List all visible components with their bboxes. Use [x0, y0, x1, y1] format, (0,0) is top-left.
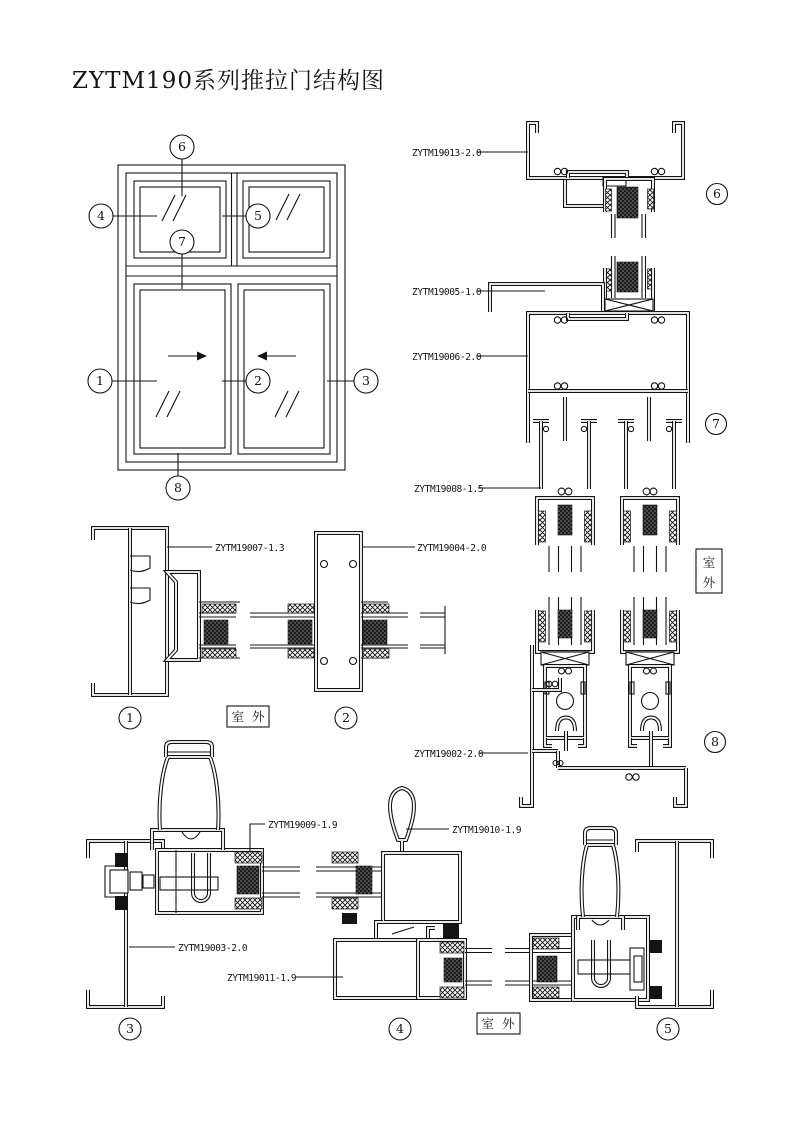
slide-arrow-left	[257, 352, 296, 361]
callout-3-elevation	[354, 369, 378, 393]
outdoor-box-vertical	[696, 549, 722, 593]
svg-text:1: 1	[96, 373, 104, 388]
sash-bottom-right	[622, 610, 678, 767]
glazing-gasket	[363, 649, 389, 658]
gasket-block	[650, 986, 662, 999]
glass-spacer	[537, 956, 557, 982]
part-label-zytm19002: ZYTM19002-2.0	[414, 749, 484, 760]
sliding-sash-right	[238, 284, 330, 454]
glazing-wedge-box	[605, 299, 653, 311]
outdoor-box-middle	[227, 706, 269, 727]
bottom-rail-zytm19011	[335, 940, 418, 998]
glazing-gasket	[288, 604, 314, 613]
door-handle	[152, 742, 223, 850]
callout-7-elevation	[170, 230, 194, 254]
spring-clip	[130, 588, 150, 604]
callout-leaders	[112, 159, 354, 476]
svg-text:8: 8	[174, 480, 182, 495]
glazing-gasket	[235, 898, 262, 909]
part-label-zytm19008: ZYTM19008-1.5	[414, 484, 484, 495]
part-label-zytm19007: ZYTM19007-1.3	[215, 543, 285, 554]
section-1-detail	[93, 528, 315, 729]
gasket-block	[650, 940, 662, 953]
head-frame-profile	[528, 123, 683, 178]
section-8-detail	[414, 610, 726, 806]
glass-spacer	[204, 620, 228, 644]
svg-text:外: 外	[702, 575, 716, 590]
jamb-top-rail	[637, 841, 712, 858]
part-label-zytm19005: ZYTM19005-1.0	[412, 287, 482, 298]
lock-keeper	[110, 870, 128, 893]
callout-7-section	[706, 414, 727, 435]
sash-hanger-profile	[565, 180, 603, 206]
leader-line	[250, 824, 265, 851]
callout-8-elevation	[166, 476, 190, 500]
glazing-gasket	[288, 649, 314, 658]
section-7-detail	[412, 256, 727, 645]
callout-4-elevation	[89, 204, 113, 228]
section-3-detail	[88, 742, 383, 1040]
svg-text:4: 4	[396, 1021, 404, 1036]
gasket-block	[443, 923, 459, 938]
slide-arrow-right	[168, 352, 207, 361]
page-title: ZYTM190系列推拉门结构图	[72, 68, 385, 94]
svg-text:2: 2	[342, 710, 350, 725]
glass-symbols	[156, 194, 300, 417]
callout-5-elevation	[246, 204, 270, 228]
glass-spacer	[617, 262, 638, 292]
glazing-gasket	[440, 942, 464, 953]
part-label-zytm19011: ZYTM19011-1.9	[227, 973, 297, 984]
gasket-block	[342, 913, 357, 924]
callout-3-section	[119, 1018, 141, 1040]
callout-1-section	[119, 707, 141, 729]
glazing-gasket	[606, 189, 612, 211]
lock-keeper	[143, 875, 154, 888]
part-label-zytm19010: ZYTM19010-1.9	[452, 825, 522, 836]
meeting-rail-zytm19010	[383, 853, 460, 922]
callout-6-section	[707, 184, 728, 205]
svg-text:室 外: 室 外	[231, 709, 267, 724]
callout-8-section	[705, 732, 726, 753]
section-6-detail	[412, 123, 728, 238]
interlock-profile-zytm19004	[316, 533, 361, 690]
svg-text:8: 8	[711, 734, 719, 749]
callout-2-elevation	[246, 369, 270, 393]
outdoor-box-bottom	[477, 1013, 520, 1034]
glass-spacer	[363, 620, 387, 644]
glazing-gasket	[235, 852, 262, 863]
sliding-sash-left	[134, 284, 231, 454]
pull-handle	[390, 788, 414, 855]
part-label-zytm19009: ZYTM19009-1.9	[268, 820, 338, 831]
transom-profile-zytm19006	[528, 313, 688, 443]
screw-boss	[554, 317, 664, 389]
step-bracket	[376, 922, 435, 940]
glazing-gasket	[332, 852, 358, 863]
callout-6-elevation	[170, 135, 194, 159]
svg-text:室 外: 室 外	[481, 1016, 517, 1031]
callout-2-section	[335, 707, 357, 729]
callout-4-section	[389, 1018, 411, 1040]
roller-wheel	[642, 693, 659, 710]
glazing-gasket	[533, 987, 559, 998]
elevation-view	[88, 135, 378, 500]
part-label-zytm19013: ZYTM19013-2.0	[412, 148, 482, 159]
glazing-gasket	[363, 604, 389, 613]
section-2-detail	[316, 533, 487, 729]
sliding-sash-left-glass	[140, 290, 225, 448]
svg-text:室: 室	[702, 555, 716, 570]
glazing-wedge-box	[626, 652, 674, 665]
glazing-gasket	[440, 987, 464, 998]
glazing-gasket	[533, 938, 559, 949]
svg-text:6: 6	[713, 186, 721, 201]
svg-text:5: 5	[254, 208, 262, 223]
roller-wheel	[557, 693, 574, 710]
filler-profile-zytm19005	[490, 284, 603, 312]
glass-spacer	[356, 866, 372, 894]
glass-spacer	[444, 958, 462, 982]
lock-keeper	[130, 872, 142, 890]
part-label-zytm19004: ZYTM19004-2.0	[417, 543, 487, 554]
sash-stile-profile	[167, 572, 199, 660]
glazing-gasket	[202, 649, 236, 658]
svg-text:1: 1	[126, 710, 134, 725]
glazing-gasket	[648, 189, 654, 209]
svg-text:3: 3	[126, 1021, 134, 1036]
svg-text:7: 7	[712, 416, 720, 431]
part-label-zytm19006: ZYTM19006-2.0	[412, 352, 482, 363]
svg-text:2: 2	[254, 373, 262, 388]
glass-spacer	[237, 866, 259, 894]
svg-text:5: 5	[664, 1021, 672, 1036]
glazing-gasket	[202, 604, 236, 613]
sash-bottom-left	[537, 610, 593, 751]
door-handle	[578, 828, 623, 930]
svg-text:6: 6	[178, 139, 186, 154]
glazing-gasket	[332, 898, 358, 909]
lock-bolt	[578, 960, 635, 974]
glazing-wedge-box	[541, 652, 589, 665]
gasket-block	[115, 853, 127, 867]
spring-clip	[130, 556, 150, 572]
svg-text:3: 3	[362, 373, 370, 388]
gasket-block	[115, 896, 127, 910]
part-label-zytm19003: ZYTM19003-2.0	[178, 943, 248, 954]
lock-cylinder	[593, 940, 609, 986]
callout-1-elevation	[88, 369, 112, 393]
svg-text:7: 7	[178, 234, 186, 249]
glass-spacer	[288, 620, 312, 644]
svg-text:4: 4	[97, 208, 105, 223]
glass-spacer	[617, 187, 638, 218]
section-5-detail	[531, 828, 712, 1040]
callout-5-section	[657, 1018, 679, 1040]
